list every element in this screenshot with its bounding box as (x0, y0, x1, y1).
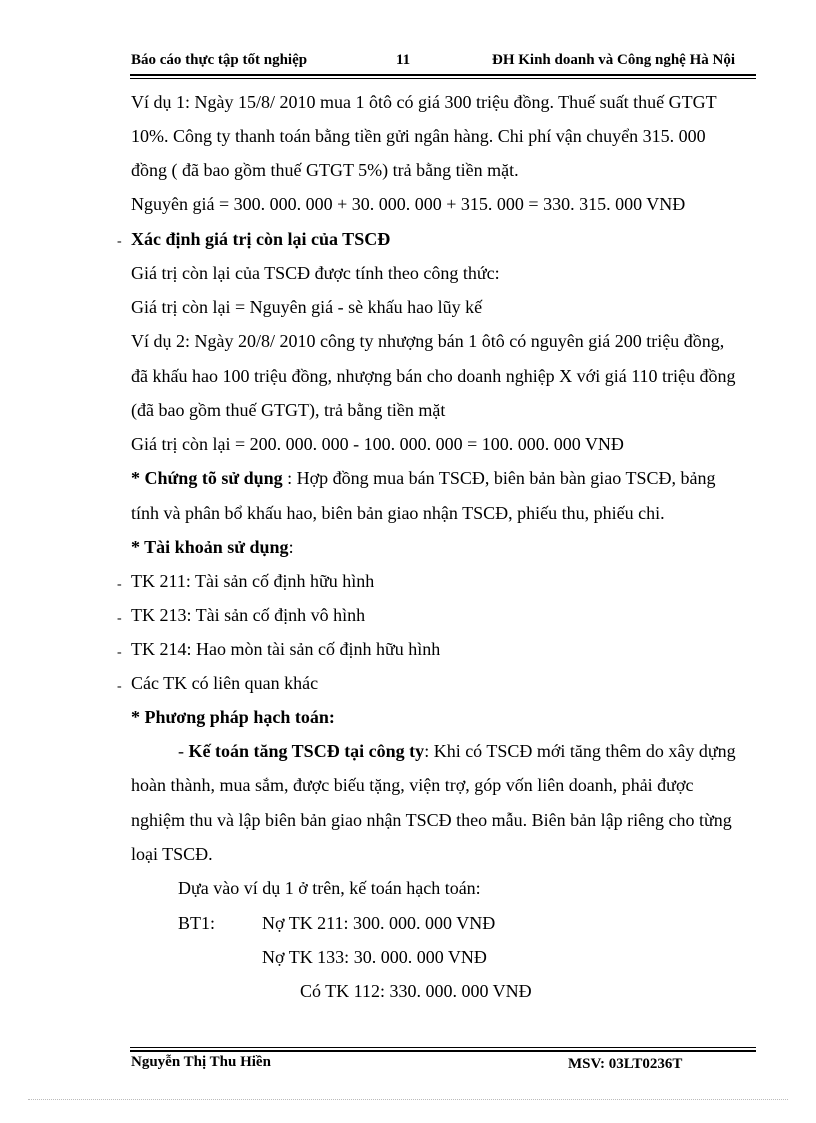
entry-debit-211: Nợ TK 211: 300. 000. 000 VNĐ (262, 913, 496, 933)
based-on-example: Dựa vào ví dụ 1 ở trên, kế toán hạch toán: (178, 878, 481, 898)
residual-intro: Giá trị còn lại của TSCĐ được tính theo công thức: (131, 263, 500, 283)
account-other: Các TK có liên quan khác (131, 673, 319, 693)
increase-line4: loại TSCĐ. (131, 844, 213, 864)
bullet-mark: - (117, 577, 122, 592)
example1-line2: 10%. Công ty thanh toán bằng tiền gửi ngân hàng. Chi phí vận chuyển 315. 000 (131, 126, 706, 146)
increase-line2: hoàn thành, mua sắm, được biếu tặng, viện trợ, góp vốn liên doanh, phải được (131, 775, 694, 795)
residual-formula: Giá trị còn lại = Nguyên giá - sè khấu hao lũy kế (131, 297, 483, 317)
bullet-mark: - (117, 234, 122, 249)
example2-line1: Ví dụ 2: Ngày 20/8/ 2010 công ty nhượng bán 1 ôtô có nguyên giá 200 triệu đồng, (131, 331, 725, 351)
header-rule-thin (130, 78, 756, 79)
page-edge-dots (28, 1099, 788, 1100)
documents-line2: tính và phân bổ khấu hao, biên bản giao nhận TSCĐ, phiếu thu, phiếu chi. (131, 503, 665, 523)
increase-text: : Khi có TSCĐ mới tăng thêm do xây dựng (424, 741, 736, 761)
example1-line1: Ví dụ 1: Ngày 15/8/ 2010 mua 1 ôtô có giá 300 triệu đồng. Thuế suất thuế GTGT (131, 92, 717, 112)
entry-credit-112: Có TK 112: 330. 000. 000 VNĐ (300, 981, 532, 1001)
entry-label-bt1: BT1: (178, 913, 216, 933)
bullet-mark: - (117, 611, 122, 626)
bullet-mark: - (117, 645, 122, 660)
heading-residual-value: Xác định giá trị còn lại của TSCĐ (131, 229, 391, 249)
method-heading: * Phương pháp hạch toán: (131, 707, 335, 727)
accounts-heading (131, 537, 294, 558)
accounts-colon: : (288, 537, 294, 557)
example2-line3: (đã bao gồm thuế GTGT), trả bằng tiền mặt (131, 400, 446, 420)
example2-formula: Giá trị còn lại = 200. 000. 000 - 100. 000. 000 = 100. 000. 000 VNĐ (131, 434, 624, 454)
header-right: ĐH Kinh doanh và Công nghệ Hà Nội (492, 52, 735, 68)
example1-formula: Nguyên giá = 300. 000. 000 + 30. 000. 000 + 315. 000 = 330. 315. 000 VNĐ (131, 194, 686, 214)
documents-paragraph (131, 468, 715, 489)
increase-line3: nghiệm thu và lập biên bản giao nhận TSCĐ theo mẫu. Biên bản lập riêng cho từng (131, 810, 732, 830)
increase-paragraph (178, 741, 736, 762)
entry-debit-133: Nợ TK 133: 30. 000. 000 VNĐ (262, 947, 487, 967)
bullet-mark: - (117, 679, 122, 694)
footer-author: Nguyễn Thị Thu Hiền (131, 1054, 271, 1070)
example1-line3: đồng ( đã bao gồm thuế GTGT 5%) trả bằng tiền mặt. (131, 160, 519, 180)
footer-student-id: MSV: 03LT0236T (568, 1056, 683, 1072)
accounts-label: * Tài khoản sử dụng (131, 537, 289, 557)
footer-rule (130, 1050, 756, 1052)
documents-text: : Hợp đồng mua bán TSCĐ, biên bản bàn giao TSCĐ, bảng (282, 468, 716, 488)
header-left: Báo cáo thực tập tốt nghiệp (131, 52, 308, 68)
account-211: TK 211: Tài sản cố định hữu hình (131, 571, 375, 591)
account-213: TK 213: Tài sản cố định vô hình (131, 605, 366, 625)
footer-rule-thin (130, 1047, 756, 1048)
account-214: TK 214: Hao mòn tài sản cố định hữu hình (131, 639, 441, 659)
increase-label: Kế toán tăng TSCĐ tại công ty (188, 741, 425, 761)
page-number: 11 (396, 52, 411, 68)
header-rule (130, 74, 756, 76)
increase-dash: - (178, 741, 189, 761)
example2-line2: đã khấu hao 100 triệu đồng, nhượng bán cho doanh nghiệp X với giá 110 triệu đồng (131, 366, 736, 386)
documents-label: * Chứng tõ sử dụng (131, 468, 283, 488)
